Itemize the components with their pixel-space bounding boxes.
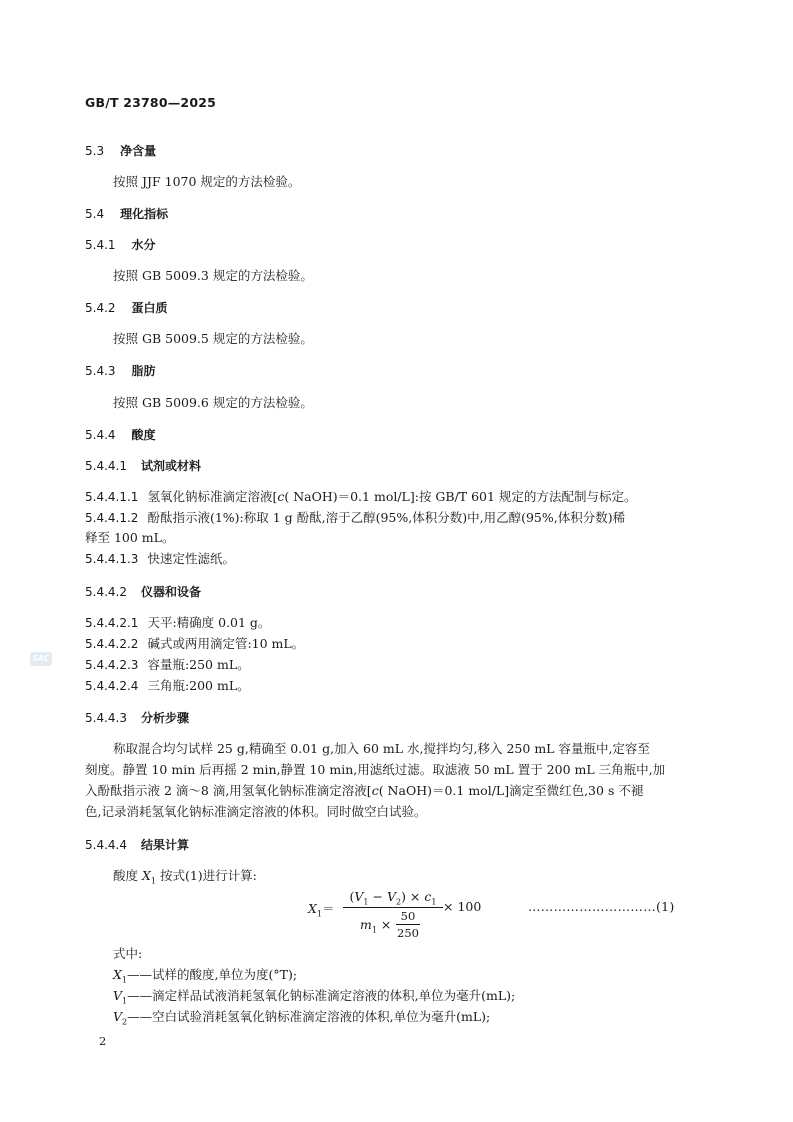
acidity-subscript: 1 xyxy=(150,876,156,886)
small-fraction-denominator: 250 xyxy=(397,926,419,940)
m1-subscript: 1 xyxy=(371,925,377,935)
item-number: 5.4.4.1.3 xyxy=(85,552,139,566)
section-5-3-heading xyxy=(85,143,156,159)
item-5-4-4-1-2-continued: 释至 100 mL。 xyxy=(85,530,175,545)
item-text: 碱式或两用滴定管:10 mL。 xyxy=(147,636,305,651)
calculation-intro xyxy=(113,868,257,890)
variable-subscript: 2 xyxy=(122,1017,128,1027)
item-number: 5.4.4.1.1 xyxy=(85,490,139,504)
section-title: 理化指标 xyxy=(120,207,169,221)
variable-definition-v2 xyxy=(113,1009,490,1031)
section-title: 分析步骤 xyxy=(140,711,189,725)
procedure-line-2: 刻度。静置 10 min 后再摇 2 min,静置 10 min,用滤纸过滤。取滤液 50 mL 置于 200 mL 三角瓶中,加 xyxy=(85,762,666,777)
paren-open: ( xyxy=(349,889,355,904)
section-title: 试剂或材料 xyxy=(140,459,201,473)
item-number: 5.4.4.2.2 xyxy=(85,637,139,651)
item-5-4-4-2-3 xyxy=(85,657,250,673)
section-5-4-2-text: 按照 GB 5009.5 规定的方法检验。 xyxy=(113,331,313,346)
small-fraction-numerator: 50 xyxy=(400,909,416,923)
section-title: 水分 xyxy=(131,238,156,252)
section-number: 5.4 xyxy=(85,207,105,221)
item-text: 酚酞指示液(1%):称取 1 g 酚酞,溶于乙醇(95%,体积分数)中,用乙醇(95%,体积分数)稀 xyxy=(147,510,626,525)
acidity-symbol: X xyxy=(141,868,151,883)
section-number: 5.4.4 xyxy=(85,428,116,442)
section-title: 净含量 xyxy=(120,144,157,158)
formula-numerator xyxy=(343,889,443,907)
v1-subscript: 1 xyxy=(363,897,369,907)
main-fraction-bar xyxy=(343,907,443,908)
item-text: 天平:精确度 0.01 g。 xyxy=(147,615,271,630)
minus-sign: − xyxy=(368,889,387,904)
formula-number-label: …………………………(1) xyxy=(528,899,675,914)
section-number: 5.4.2 xyxy=(85,301,116,315)
variable-description: 试样的酸度,单位为度(°T); xyxy=(152,967,298,982)
small-fraction-bar xyxy=(396,924,420,925)
item-text: 快速定性滤纸。 xyxy=(147,551,235,566)
variable-symbol: V xyxy=(113,988,123,1003)
where-label: 式中: xyxy=(113,946,143,961)
item-text-post: ( NaOH)＝0.1 mol/L]:按 GB/T 601 规定的方法配制与标定。 xyxy=(284,489,637,504)
m1-symbol: m xyxy=(360,917,372,932)
em-dash: —— xyxy=(127,967,152,982)
item-text: 三角瓶:200 mL。 xyxy=(147,678,250,693)
section-title: 蛋白质 xyxy=(131,301,168,315)
section-title: 脂肪 xyxy=(131,364,156,378)
standard-code: GB/T 23780—2025 xyxy=(85,95,217,110)
section-number: 5.4.4.2 xyxy=(85,585,127,599)
item-text-pre: 氢氧化钠标准滴定溶液[ xyxy=(147,489,278,504)
item-text: 容量瓶:250 mL。 xyxy=(147,657,250,672)
concentration-symbol: c xyxy=(277,489,285,504)
section-5-4-1-text: 按照 GB 5009.3 规定的方法检验。 xyxy=(113,268,313,283)
procedure-line-3-pre: 入酚酞指示液 2 滴～8 滴,用氢氧化钠标准滴定溶液[ xyxy=(85,783,372,798)
sac-watermark-logo: SAC xyxy=(30,652,52,666)
paren-close-times: ) × xyxy=(401,889,425,904)
item-number: 5.4.4.2.1 xyxy=(85,616,139,630)
v1-symbol: V xyxy=(354,889,364,904)
section-5-4-4-4-heading xyxy=(85,837,189,853)
item-5-4-4-1-2 xyxy=(85,510,625,526)
em-dash: —— xyxy=(127,1009,153,1024)
item-5-4-4-1-3 xyxy=(85,551,235,567)
lhs-subscript: 1 xyxy=(316,909,322,919)
c1-subscript: 1 xyxy=(431,897,437,907)
page-number: 2 xyxy=(99,1034,107,1048)
em-dash: —— xyxy=(127,988,153,1003)
section-5-4-3-text: 按照 GB 5009.6 规定的方法检验。 xyxy=(113,395,313,410)
variable-symbol: X xyxy=(113,967,122,982)
variable-description: 滴定样品试液消耗氢氧化钠标准滴定溶液的体积,单位为毫升(mL); xyxy=(152,988,516,1003)
item-number: 5.4.4.2.3 xyxy=(85,658,139,672)
section-5-3-text: 按照 JJF 1070 规定的方法检验。 xyxy=(113,174,301,189)
item-number: 5.4.4.1.2 xyxy=(85,511,139,525)
times-100: × 100 xyxy=(443,899,482,914)
times-sign: × xyxy=(376,917,392,932)
variable-description: 空白试验消耗氢氧化钠标准滴定溶液的体积,单位为毫升(mL); xyxy=(152,1009,491,1024)
v2-subscript: 2 xyxy=(395,897,402,907)
formula-lhs xyxy=(308,899,335,919)
section-title: 结果计算 xyxy=(140,838,189,852)
v2-symbol: V xyxy=(386,889,396,904)
section-5-4-4-1-heading xyxy=(85,458,201,474)
procedure-line-1: 称取混合均匀试样 25 g,精确至 0.01 g,加入 60 mL 水,搅拌均匀,移入 250 mL 容量瓶中,定容至 xyxy=(113,741,650,756)
equals-sign: ＝ xyxy=(322,901,335,916)
section-number: 5.3 xyxy=(85,144,105,158)
procedure-line-4: 色,记录消耗氢氧化钠标准滴定溶液的体积。同时做空白试验。 xyxy=(85,804,427,819)
section-number: 5.4.4.1 xyxy=(85,459,127,473)
variable-symbol: V xyxy=(113,1009,123,1024)
section-number: 5.4.3 xyxy=(85,364,116,378)
variable-subscript: 1 xyxy=(121,975,127,985)
item-5-4-4-2-4 xyxy=(85,678,250,694)
section-title: 仪器和设备 xyxy=(140,585,201,599)
variable-subscript: 1 xyxy=(122,996,128,1006)
section-title: 酸度 xyxy=(131,428,156,442)
section-5-4-4-3-heading xyxy=(85,710,189,726)
section-number: 5.4.4.3 xyxy=(85,711,127,725)
item-number: 5.4.4.2.4 xyxy=(85,679,139,693)
lhs-symbol: X xyxy=(308,901,317,916)
intro-pre: 酸度 xyxy=(113,868,142,883)
variable-definition-v1 xyxy=(113,988,515,1010)
item-5-4-4-2-1 xyxy=(85,615,270,631)
section-5-4-3-heading xyxy=(85,363,156,379)
section-5-4-heading xyxy=(85,206,168,222)
item-5-4-4-2-2 xyxy=(85,636,304,652)
section-5-4-2-heading xyxy=(85,300,168,316)
procedure-line-3 xyxy=(85,783,643,799)
section-5-4-4-heading xyxy=(85,427,156,443)
variable-definition-x1 xyxy=(113,967,297,989)
section-5-4-1-heading xyxy=(85,237,156,253)
procedure-line-3-post: ( NaOH)＝0.1 mol/L]滴定至微红色,30 s 不褪 xyxy=(378,783,644,798)
concentration-symbol: c xyxy=(371,783,379,798)
formula-denominator xyxy=(360,917,391,935)
intro-post: 按式(1)进行计算: xyxy=(155,868,257,883)
item-5-4-4-1-1 xyxy=(85,489,636,505)
section-5-4-4-2-heading xyxy=(85,584,201,600)
section-number: 5.4.4.4 xyxy=(85,838,127,852)
c1-symbol: c xyxy=(424,889,432,904)
section-number: 5.4.1 xyxy=(85,238,116,252)
